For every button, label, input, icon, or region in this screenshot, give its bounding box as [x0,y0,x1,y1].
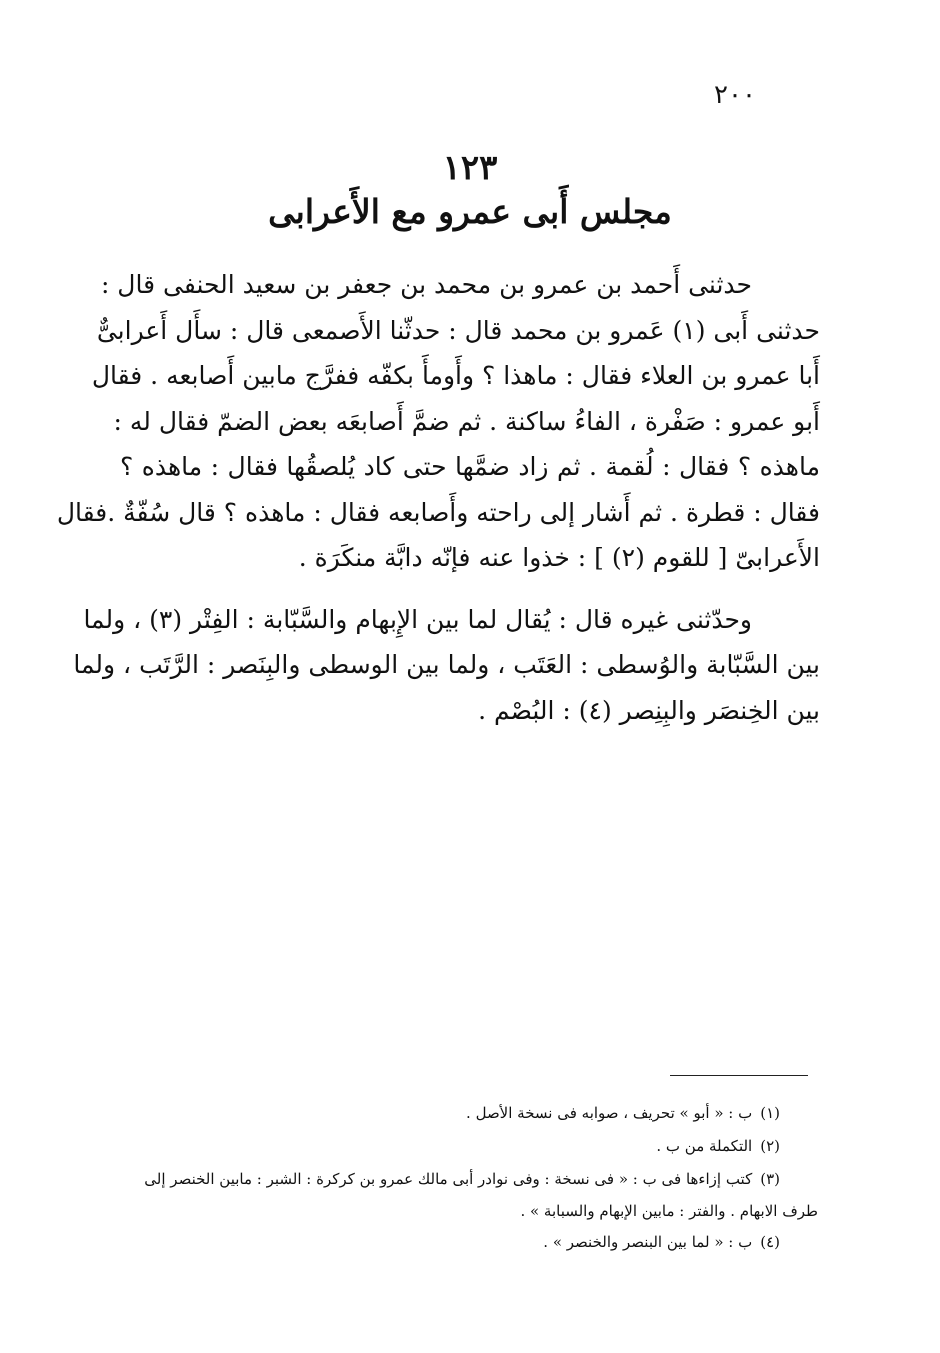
text-line: فقال : قطرة . ثم أَشار إلى راحته وأَصابعه فقال : ماهذه ؟ قال سُفّةٌ .فقال [56,497,820,527]
footnote-3-continuation: طرف الابهام . والفتر : مابين الإبهام والسبابة » . [520,1202,818,1220]
footnote-text: كتب إزاءها فى ب : « فى نسخة : وفى نوادر أبى مالك عمرو بن كركرة : الشبر : مابين الخنصر إلى [144,1170,753,1188]
footnote-number: (١) [760,1104,780,1122]
footnote-3 [128,1163,818,1196]
footnote-number: (٢) [760,1137,780,1155]
footnote-number: (٣) [760,1170,780,1188]
footnote-text: التكملة من ب . [656,1137,753,1155]
text-line: بين الخِنصَر والبِنِصر (٤) : البُصْم . [478,695,820,725]
page-number: ٢٠٠ [714,80,756,110]
section-number: ١٢٣ [442,148,498,188]
text-line: حدثنى أَبى (١) عَمرو بن محمد قال : حدثّنا الأَصمعى قال : سأَل أَعرابىٌّ [96,315,820,345]
body-text [56,262,820,733]
paragraph-1 [56,262,820,581]
footnotes [128,1097,818,1259]
text-line: أَبا عمرو بن العلاء فقال : ماهذا ؟ وأَومأَ بكفّه ففرَّج مابين أَصابعه . فقال [91,361,820,390]
text-line: ماهذه ؟ فقال : لُقمة . ثم زاد ضمَّها حتى كاد يُلصقُها فقال : ماهذه ؟ [120,452,820,481]
text-line: الأَعرابىّ [ للقوم (٢) ] : خذوا عنه فإنّه دابَّة منكَرَة . [298,543,820,572]
footnote-text: ب : « لما بين البنصر والخنصر » . [543,1233,753,1251]
footnote-4 [128,1226,818,1259]
paragraph-2 [73,597,820,734]
footnote-1 [128,1097,818,1130]
footnote-2 [128,1130,818,1163]
text-line: وحدّثنى غيره قال : يُقال لما بين الإِبهام والسَّبّابة : الفِتْر (٣) ، ولما [83,604,752,634]
footnote-separator [670,1075,808,1076]
footnote-number: (٤) [760,1233,780,1251]
text-line: أَبو عمرو : صَفْرة ، الفاءُ ساكنة . ثم ضمَّ أَصابعَه بعض الضمّ فقال له : [113,406,820,436]
footnote-text: ب : « أبو » تحريف ، صوابه فى نسخة الأصل . [466,1104,753,1122]
section-title: مجلس أَبى عمرو مع الأَعرابى [268,192,672,231]
text-line: بين السَّبّابة والوُسطى : العَتَب ، ولما بين الوسطى والبِنَصر : الرَّتَب ، ولما [73,650,820,679]
text-line: حدثنى أَحمد بن عمرو بن محمد بن جعفر بن سعيد الحنفى قال : [100,270,752,299]
